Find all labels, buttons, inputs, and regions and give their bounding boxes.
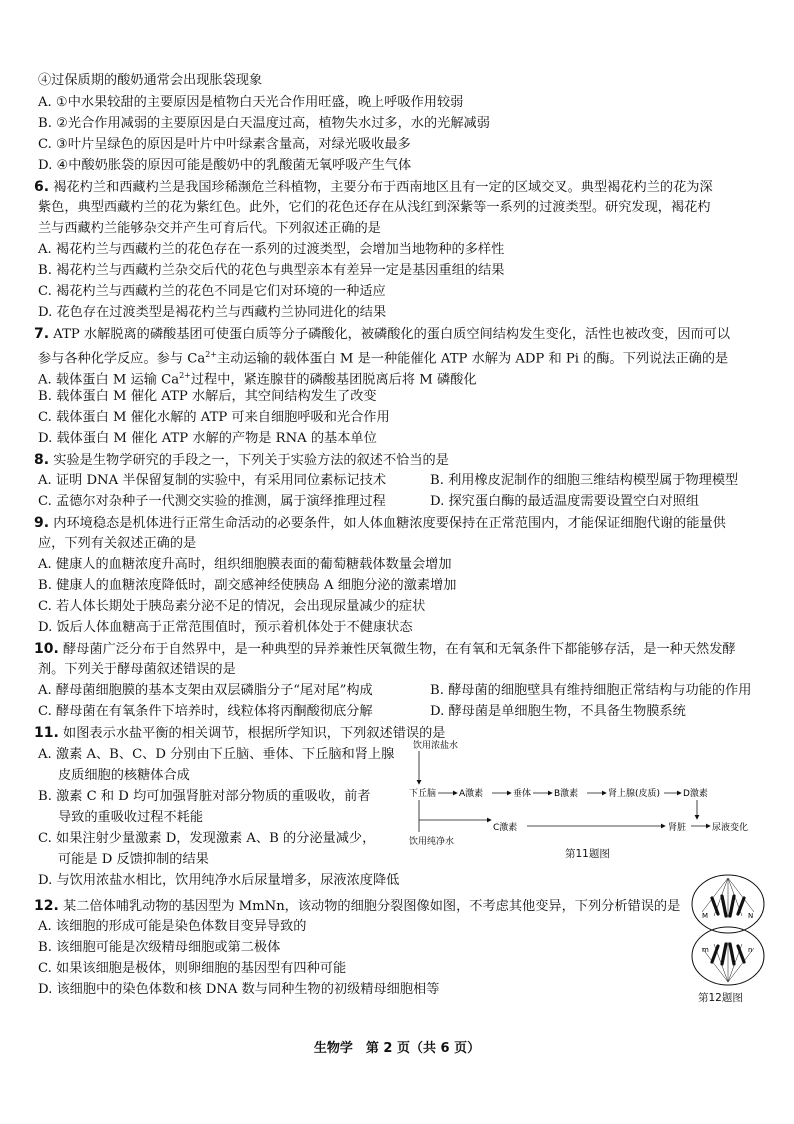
q5-option-c: C. ③叶片呈绿色的原因是叶片中叶绿素含量高，对绿光吸收最多 bbox=[38, 137, 411, 152]
q7-option-c: C. 载体蛋白 M 催化水解的 ATP 可来自细胞呼吸和光合作用 bbox=[38, 410, 390, 425]
q12-option-b: B. 该细胞可能是次级精母细胞或第二极体 bbox=[38, 940, 281, 955]
fig11-b-hormone: B激素 bbox=[554, 789, 579, 799]
q6-option-a: A. 褐花杓兰与西藏杓兰的花色存在一系列的过渡类型，会增加当地物种的多样性 bbox=[38, 242, 505, 257]
q11-stem bbox=[34, 724, 445, 743]
q12-option-a: A. 该细胞的形成可能是染色体数目变异导致的 bbox=[38, 919, 307, 934]
q9-option-d: D. 饭后人体血糖高于正常范围值时，预示着机体处于不健康状态 bbox=[38, 620, 413, 635]
q7-option-a bbox=[38, 367, 477, 389]
gene-label-N: N bbox=[748, 912, 754, 920]
q12-cell-diagram bbox=[688, 872, 768, 990]
q7-stem-line-2 bbox=[38, 346, 728, 368]
q6-option-c: C. 褐花杓兰与西藏杓兰的花色不同是它们对环境的一种适应 bbox=[38, 284, 386, 299]
q7-text-2a: 参与各种化学反应。参与 Ca bbox=[38, 351, 206, 367]
q11-figure-caption: 第11题图 bbox=[565, 848, 610, 860]
q9-number: 9. bbox=[34, 515, 50, 531]
gene-label-m: m bbox=[702, 946, 709, 954]
fig11-pituitary: 垂体 bbox=[513, 789, 532, 799]
q11-option-a: A. 激素 A、B、C、D 分别由下丘脑、垂体、下丘脑和肾上腺 bbox=[38, 747, 395, 762]
fig11-hypothalamus: 下丘脑 bbox=[409, 789, 437, 799]
q12-stem bbox=[34, 897, 680, 916]
q12-text: 某二倍体哺乳动物的基因型为 MmNn，该动物的细胞分裂图像如图，不考虑其他变异，下列分析错误的是 bbox=[63, 899, 681, 914]
q11-option-b: B. 激素 C 和 D 均可加强肾脏对部分物质的重吸收，前者 bbox=[38, 789, 371, 804]
page-footer: 生物学 第 2 页（共 6 页） bbox=[313, 1041, 481, 1056]
q5-option-a: A. ①中水果较甜的主要原因是植物白天光合作用旺盛，晚上呼吸作用较弱 bbox=[38, 95, 464, 110]
q12-figure bbox=[688, 872, 768, 990]
q9-option-a: A. 健康人的血糖浓度升高时，组织细胞膜表面的葡萄糖载体数量会增加 bbox=[38, 557, 452, 572]
q7-option-a-sup: 2+ bbox=[179, 371, 191, 380]
q6-stem-line-2: 紫色，典型西藏杓兰的花为紫红色。此外，它们的花色还存在从浅红到深紫等一系列的过渡类型。研究发现，褐花杓 bbox=[38, 200, 711, 215]
q8-number: 8. bbox=[34, 452, 50, 468]
q6-number: 6. bbox=[34, 179, 50, 195]
q9-text-1: 内环境稳态是机体进行正常生命活动的必要条件，如人体血糖浓度要保持在正常范围内，才能保证细胞代谢的能量供 bbox=[53, 516, 726, 531]
fig11-kidney: 肾脏 bbox=[668, 823, 687, 833]
q11-option-c-cont: 可能是 D 反馈抑制的结果 bbox=[58, 852, 209, 867]
q10-text-1: 酵母菌广泛分布于自然界中，是一种典型的异养兼性厌氧微生物，在有氧和无氧条件下都能够存活，是一种天然发酵 bbox=[63, 642, 736, 657]
q11-text: 如图表示水盐平衡的相关调节，根据所学知识，下列叙述错误的是 bbox=[63, 726, 446, 741]
q11-option-c: C. 如果注射少量激素 D，发现激素 A、B 的分泌量减少， bbox=[38, 831, 376, 846]
q10-stem-line-2: 剂。下列关于酵母菌叙述错误的是 bbox=[38, 662, 236, 677]
q12-option-c: C. 如果该细胞是极体，则卵细胞的基因型有四种可能 bbox=[38, 961, 347, 976]
fig11-adrenal: 肾上腺(皮质) bbox=[608, 789, 661, 799]
q9-option-b: B. 健康人的血糖浓度降低时，副交感神经使胰岛 A 细胞分泌的激素增加 bbox=[38, 578, 457, 593]
q6-option-d: D. 花色存在过渡类型是褐花杓兰与西藏杓兰协同进化的结果 bbox=[38, 305, 387, 320]
q6-option-b: B. 褐花杓兰与西藏杓兰杂交后代的花色与典型亲本有差异一定是基因重组的结果 bbox=[38, 263, 505, 278]
q10-option-b: B. 酵母菌的细胞壁具有维持细胞正常结构与功能的作用 bbox=[430, 683, 752, 698]
q11-option-a-cont: 皮质细胞的核糖体合成 bbox=[58, 768, 190, 783]
q6-stem-line-1 bbox=[34, 178, 713, 197]
q9-option-c: C. 若人体长期处于胰岛素分泌不足的情况，会出现尿量减少的症状 bbox=[38, 599, 426, 614]
q8-option-a: A. 证明 DNA 半保留复制的实验中，有采用同位素标记技术 bbox=[38, 473, 387, 488]
q10-option-c: C. 酵母菌在有氧条件下培养时，线粒体将丙酮酸彻底分解 bbox=[38, 704, 373, 719]
q7-option-a-pre: A. 载体蛋白 M 运输 Ca bbox=[38, 372, 180, 388]
q6-text-1: 褐花杓兰和西藏杓兰是我国珍稀濒危兰科植物，主要分布于西南地区且有一定的区域交叉。典型褐花杓兰的花为深 bbox=[53, 180, 713, 195]
q10-option-a: A. 酵母菌细胞膜的基本支架由双层磷脂分子“尾对尾”构成 bbox=[38, 683, 373, 698]
q11-number: 11. bbox=[34, 725, 59, 741]
fig11-c-hormone: C激素 bbox=[493, 823, 518, 833]
q12-option-d: D. 该细胞中的染色体数和核 DNA 数与同种生物的初级精母细胞相等 bbox=[38, 982, 440, 997]
q10-option-d: D. 酵母菌是单细胞生物，不具备生物膜系统 bbox=[430, 704, 686, 719]
q5-option-d: D. ④中酸奶胀袋的原因可能是酸奶中的乳酸菌无氧呼吸产生气体 bbox=[38, 158, 412, 173]
q7-option-d: D. 载体蛋白 M 催化 ATP 水解的产物是 RNA 的基本单位 bbox=[38, 431, 377, 446]
fig11-d-hormone: D激素 bbox=[683, 789, 708, 799]
q8-stem bbox=[34, 451, 449, 470]
q9-stem-line-1 bbox=[34, 514, 726, 533]
fig11-urine: 尿液变化 bbox=[712, 823, 749, 833]
q7-sup: 2+ bbox=[205, 350, 218, 359]
gene-label-M: M bbox=[702, 912, 709, 920]
q11-option-b-cont: 导致的重吸收过程不耗能 bbox=[58, 810, 204, 825]
q7-number: 7. bbox=[34, 326, 50, 342]
gene-label-n: n bbox=[748, 946, 753, 954]
q8-text: 实验是生物学研究的手段之一，下列关于实验方法的叙述不恰当的是 bbox=[53, 453, 449, 468]
q7-option-b: B. 载体蛋白 M 催化 ATP 水解后，其空间结构发生了改变 bbox=[38, 389, 377, 404]
spindle-fibers bbox=[702, 878, 754, 982]
q10-number: 10. bbox=[34, 641, 59, 657]
q7-option-a-post: 过程中，紧连腺苷的磷酸基团脱离后将 M 磷酸化 bbox=[190, 372, 477, 388]
q5-option-b: B. ②光合作用减弱的主要原因是白天温度过高，植物失水过多，水的光解减弱 bbox=[38, 116, 490, 131]
q12-number: 12. bbox=[34, 898, 59, 914]
q10-stem-line-1 bbox=[34, 640, 736, 659]
q5-item4: ④过保质期的酸奶通常会出现胀袋现象 bbox=[38, 73, 263, 88]
q7-text-1: ATP 水解脱离的磷酸基团可使蛋白质等分子磷酸化，被磷酸化的蛋白质空间结构发生变化，活性也被改变，因而可以 bbox=[53, 327, 731, 342]
q7-stem-line-1 bbox=[34, 325, 730, 344]
q8-option-d: D. 探究蛋白酶的最适温度需要设置空白对照组 bbox=[430, 494, 700, 509]
q6-stem-line-3: 兰与西藏杓兰能够杂交并产生可育后代。下列叙述正确的是 bbox=[38, 221, 381, 236]
q7-text-2b: 主动运输的载体蛋白 M 是一种能催化 ATP 水解为 ADP 和 Pi 的酶。下列说法正确的是 bbox=[217, 351, 729, 367]
q9-stem-line-2: 应，下列有关叙述正确的是 bbox=[38, 536, 197, 551]
q11-option-d: D. 与饮用浓盐水相比，饮用纯净水后尿量增多，尿液浓度降低 bbox=[38, 873, 400, 888]
fig11-top-label: 饮用浓盐水 bbox=[413, 741, 459, 751]
fig11-bottom-label: 饮用纯净水 bbox=[409, 837, 455, 847]
q8-option-b: B. 利用橡皮泥制作的细胞三维结构模型属于物理模型 bbox=[430, 473, 739, 488]
q12-figure-caption: 第12题图 bbox=[698, 992, 743, 1004]
q8-option-c: C. 孟德尔对杂种子一代测交实验的推测，属于演绎推理过程 bbox=[38, 494, 386, 509]
fig11-a-hormone: A激素 bbox=[459, 789, 484, 799]
